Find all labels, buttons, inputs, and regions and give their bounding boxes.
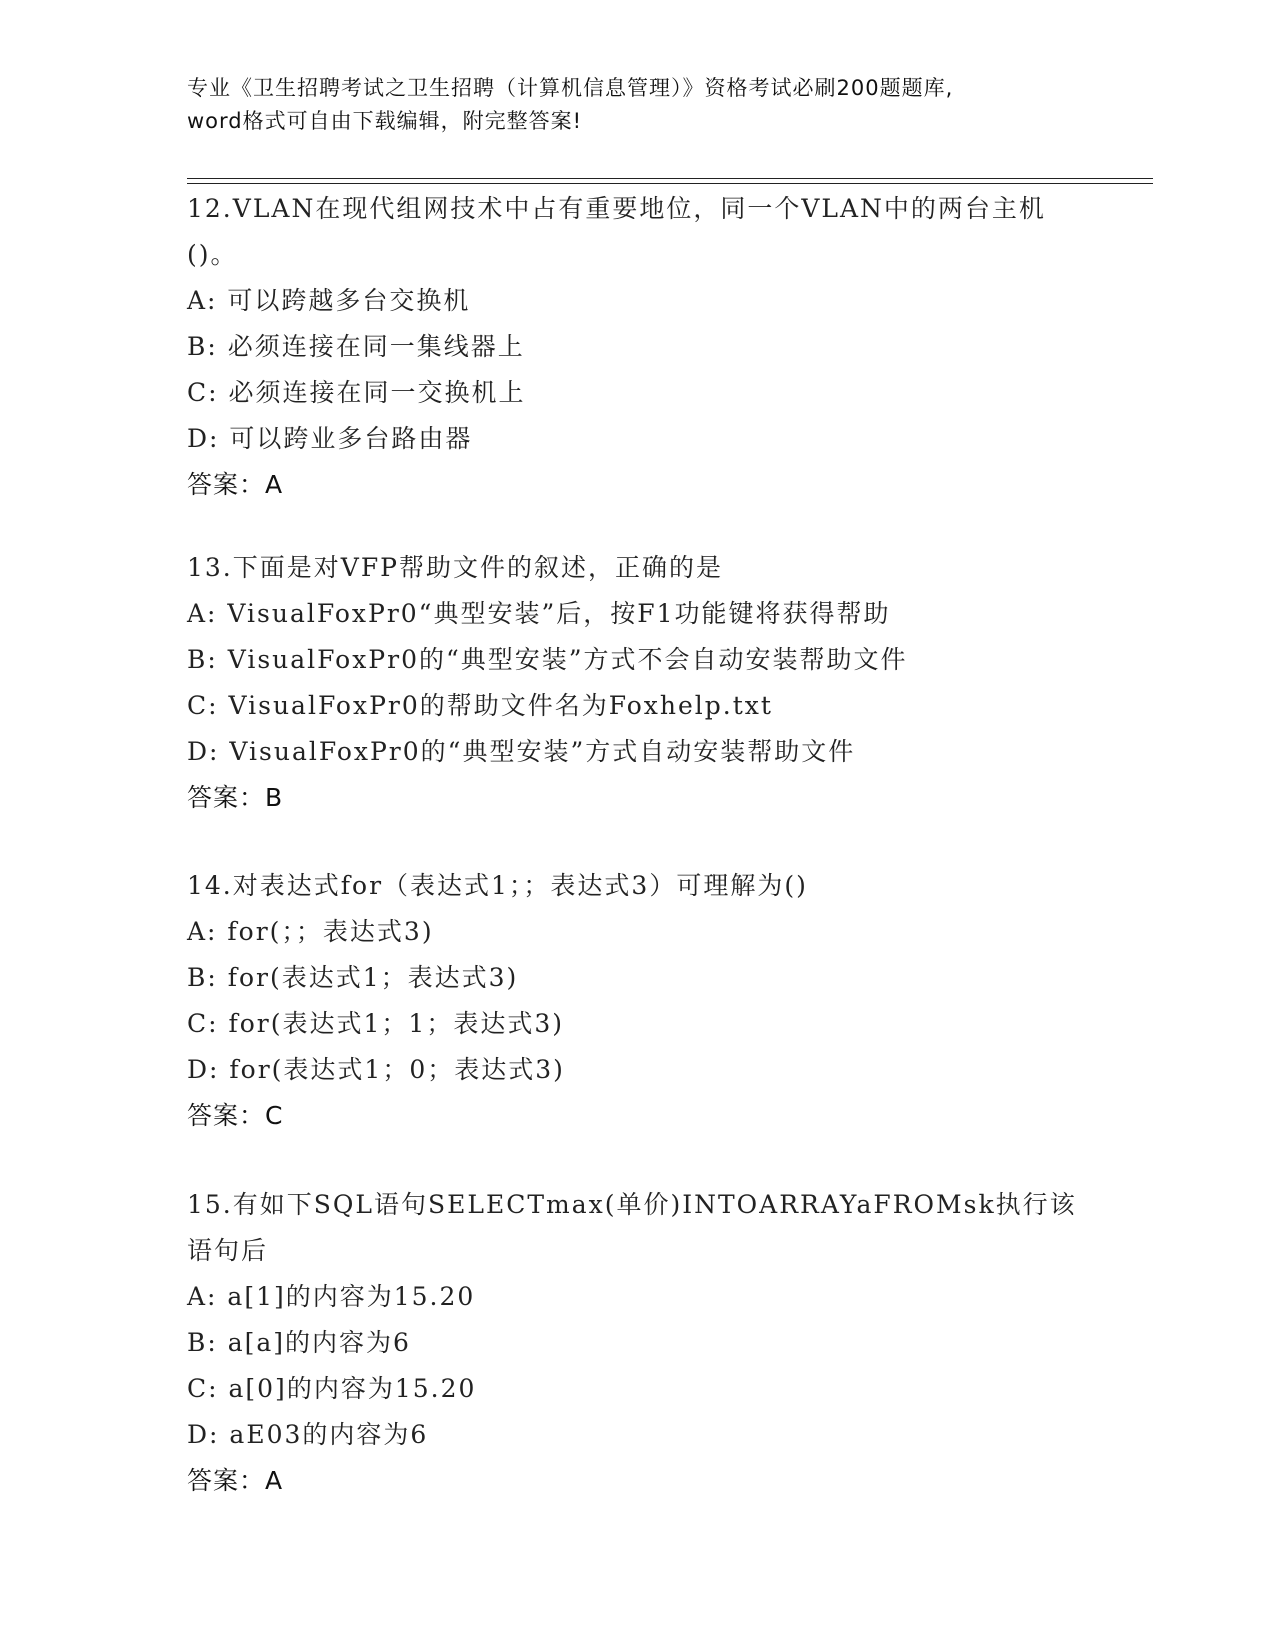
option-d: D: 可以跨业多台路由器 [187, 424, 473, 453]
answer: 答案：A [187, 1466, 284, 1495]
answer: 答案：A [187, 470, 284, 499]
question-stem: 13.下面是对VFP帮助文件的叙述，正确的是 [187, 553, 723, 582]
option-c: C: a[0]的内容为15.20 [187, 1374, 477, 1403]
option-d: D: aE03的内容为6 [187, 1420, 429, 1449]
option-a: A: for(；；表达式3) [187, 917, 434, 946]
question-stem: 14.对表达式for（表达式1；；表达式3）可理解为() [187, 871, 808, 900]
question-14 [187, 863, 1087, 1139]
header-line-2: word格式可自由下载编辑，附完整答案! [187, 109, 583, 133]
option-b: B: VisualFoxPr0的“典型安装”方式不会自动安装帮助文件 [187, 645, 908, 674]
question-12 [187, 186, 1087, 508]
question-stem-continued: ()。 [187, 240, 238, 269]
answer: 答案：C [187, 1101, 284, 1130]
option-a: A: VisualFoxPr0“典型安装”后，按F1功能键将获得帮助 [187, 599, 891, 628]
option-a: A: 可以跨越多台交换机 [187, 286, 471, 315]
option-c: C: for(表达式1；1；表达式3) [187, 1009, 564, 1038]
question-stem: 15.有如下SQL语句SELECTmax(单价)INTOARRAYaFROMsk执行该语句后 [187, 1190, 1077, 1265]
option-d: D: VisualFoxPr0的“典型安装”方式自动安装帮助文件 [187, 737, 856, 766]
option-b: B: 必须连接在同一集线器上 [187, 332, 525, 361]
option-d: D: for(表达式1；0；表达式3) [187, 1055, 565, 1084]
option-b: B: a[a]的内容为6 [187, 1328, 411, 1357]
header-line-1: 专业《卫生招聘考试之卫生招聘（计算机信息管理）》资格考试必刷200题题库, [187, 76, 954, 100]
header-divider-bottom [187, 183, 1153, 184]
answer: 答案：B [187, 783, 284, 812]
question-stem: 12.VLAN在现代组网技术中占有重要地位，同一个VLAN中的两台主机 [187, 194, 1046, 223]
document-header [187, 72, 1087, 138]
question-13 [187, 545, 1087, 821]
option-b: B: for(表达式1；表达式3) [187, 963, 519, 992]
question-15 [187, 1182, 1087, 1504]
option-c: C: VisualFoxPr0的帮助文件名为Foxhelp.txt [187, 691, 773, 720]
option-a: A: a[1]的内容为15.20 [187, 1282, 476, 1311]
option-c: C: 必须连接在同一交换机上 [187, 378, 526, 407]
header-divider-top [187, 178, 1153, 179]
